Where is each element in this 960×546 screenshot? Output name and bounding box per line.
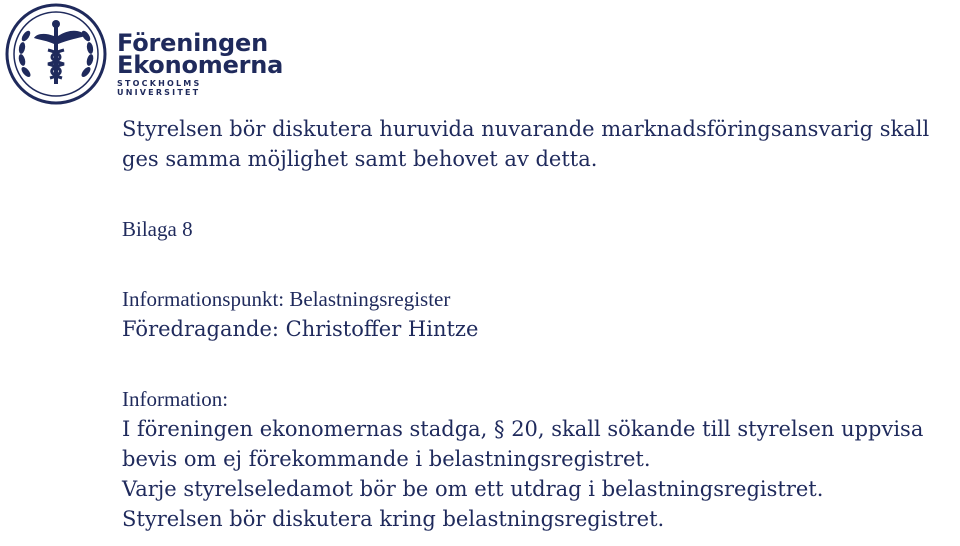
organization-logo <box>4 2 284 106</box>
body-line: I föreningen ekonomernas stadga, § 20, skall sökande till styrelsen uppvisa <box>122 417 924 441</box>
caduceus-seal-icon <box>4 2 108 106</box>
body-line: Styrelsen bör diskutera kring belastningsregistret. <box>122 507 665 531</box>
information-label: Information: <box>122 387 229 411</box>
document-body <box>122 114 958 534</box>
body-line: Varje styrelseledamot bör be om ett utdrag i belastningsregistret. <box>122 477 824 501</box>
logo-line-foreningen: Föreningen <box>117 29 268 57</box>
intro-line-2: ges samma möjlighet samt behovet av detta. <box>122 147 598 171</box>
appendix-title: Bilaga 8 <box>122 217 193 241</box>
body-line: bevis om ej förekommande i belastningsregistret. <box>122 447 651 471</box>
logo-line-ekonomerna: Ekonomerna <box>117 51 284 79</box>
intro-line-1: Styrelsen bör diskutera huruvida nuvarande marknadsföringsansvarig skall <box>122 117 930 141</box>
info-point-heading: Informationspunkt: Belastningsregister <box>122 287 451 311</box>
logo-wordmark <box>117 29 284 97</box>
presenter-line: Föredragande: Christoffer Hintze <box>122 317 479 341</box>
logo-line-university: STOCKHOLMS UNIVERSITET <box>117 79 202 97</box>
